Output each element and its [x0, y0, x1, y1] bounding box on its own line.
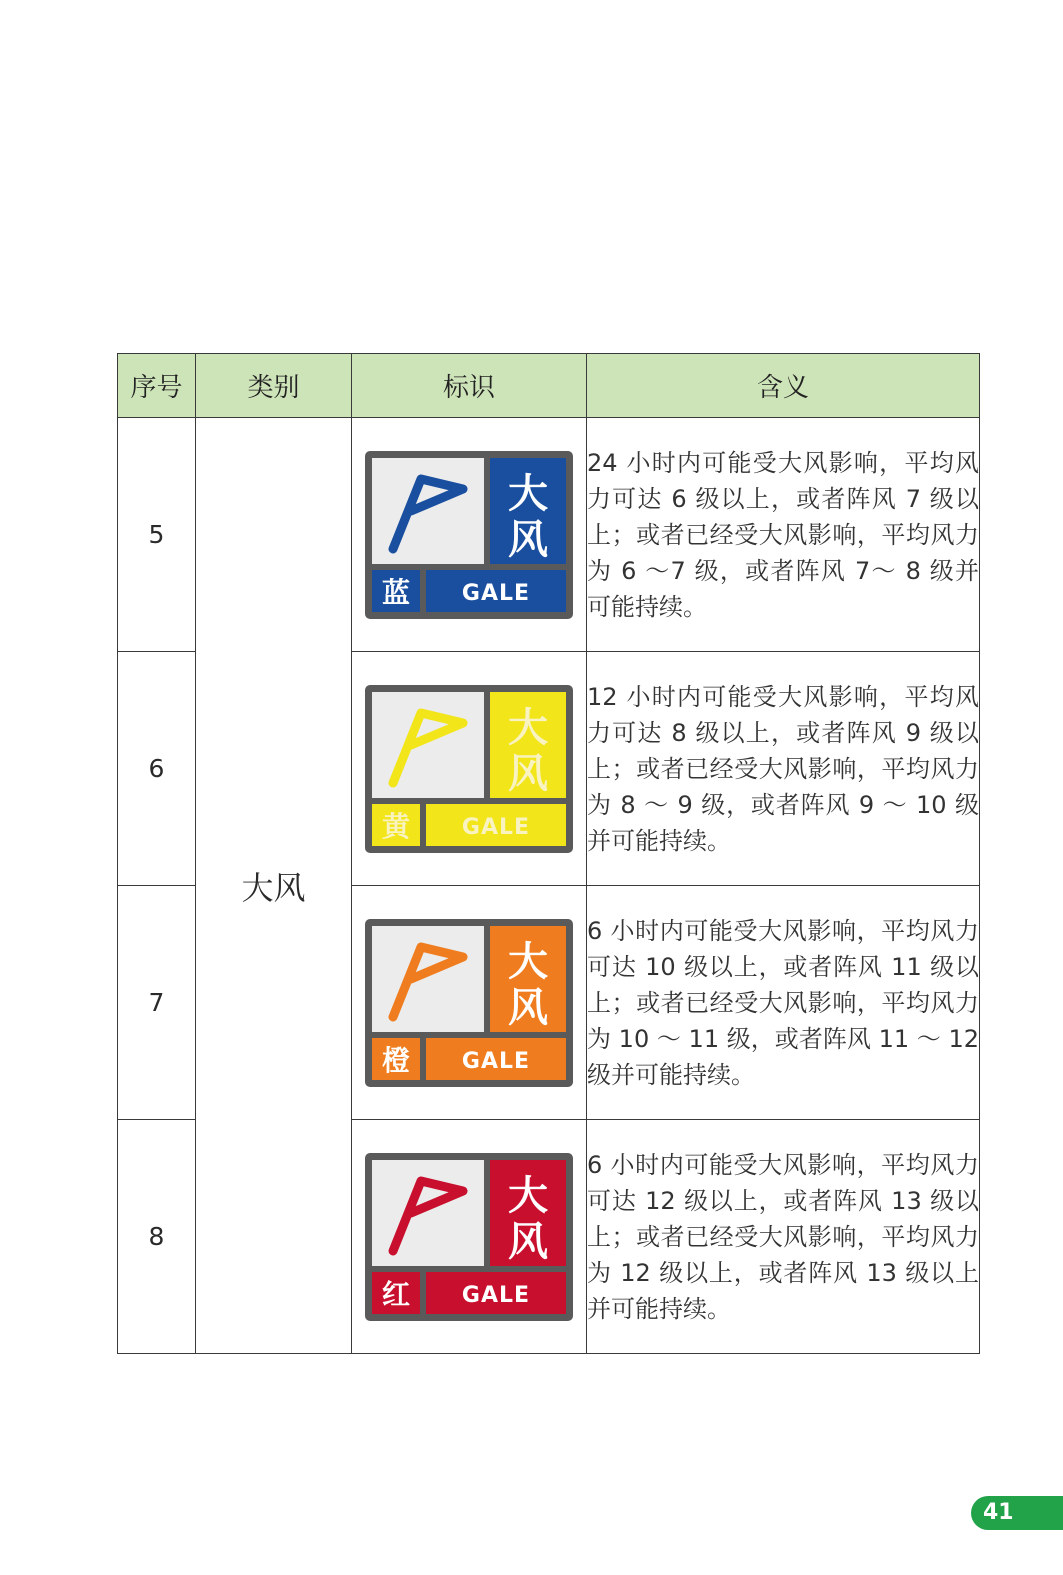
badge-code: GALE [461, 1282, 531, 1308]
row-number: 6 [118, 652, 196, 886]
badge-char-wind: 风 [508, 750, 548, 797]
badge-char-big: 大 [508, 470, 548, 517]
gale-blue-signal-icon [363, 449, 575, 621]
table-header-row [118, 354, 980, 418]
sign-cell [352, 418, 587, 652]
badge-char-wind: 风 [508, 516, 548, 563]
badge-code: GALE [461, 580, 531, 606]
warning-signal-table [117, 353, 980, 1354]
badge-char-big: 大 [508, 938, 548, 985]
page-number: 41 [971, 1496, 1063, 1530]
signal-badge-svg [363, 449, 575, 621]
gale-orange-signal-icon [363, 917, 575, 1089]
header-number: 序号 [118, 354, 196, 418]
sign-cell [352, 1120, 587, 1354]
badge-level-char: 红 [381, 1277, 411, 1311]
badge-level-char: 蓝 [381, 575, 411, 609]
header-category: 类别 [196, 354, 352, 418]
badge-level-char: 橙 [381, 1043, 411, 1077]
badge-char-big: 大 [508, 704, 548, 751]
signal-badge-svg [363, 683, 575, 855]
sign-cell [352, 886, 587, 1120]
meaning-cell: 6 小时内可能受大风影响，平均风力可达 10 级以上，或者阵风 11 级以上；或者已经受大风影响，平均风力为 10 ～ 11 级，或者阵风 11 ～ 12 级并可能持续。 [587, 886, 980, 1120]
signal-badge-svg [363, 1151, 575, 1323]
header-meaning: 含义 [587, 354, 980, 418]
badge-code: GALE [461, 1048, 531, 1074]
signal-badge-svg [363, 917, 575, 1089]
header-sign: 标识 [352, 354, 587, 418]
badge-char-wind: 风 [508, 984, 548, 1031]
meaning-cell: 24 小时内可能受大风影响，平均风力可达 6 级以上，或者阵风 7 级以上；或者已经受大风影响，平均风力为 6 ～7 级，或者阵风 7～ 8 级并可能持续。 [587, 418, 980, 652]
gale-red-signal-icon [363, 1151, 575, 1323]
gale-yellow-signal-icon [363, 683, 575, 855]
sign-cell [352, 652, 587, 886]
row-number: 7 [118, 886, 196, 1120]
badge-char-big: 大 [508, 1172, 548, 1219]
row-number: 5 [118, 418, 196, 652]
badge-level-char: 黄 [381, 809, 411, 843]
table-row [118, 418, 980, 652]
meaning-cell: 12 小时内可能受大风影响，平均风力可达 8 级以上，或者阵风 9 级以上；或者已经受大风影响，平均风力为 8 ～ 9 级，或者阵风 9 ～ 10 级并可能持续。 [587, 652, 980, 886]
category-cell: 大风 [196, 418, 352, 1354]
meaning-cell: 6 小时内可能受大风影响，平均风力可达 12 级以上，或者阵风 13 级以上；或者已经受大风影响，平均风力为 12 级以上，或者阵风 13 级以上并可能持续。 [587, 1120, 980, 1354]
badge-char-wind: 风 [508, 1218, 548, 1265]
row-number: 8 [118, 1120, 196, 1354]
badge-code: GALE [461, 814, 531, 840]
